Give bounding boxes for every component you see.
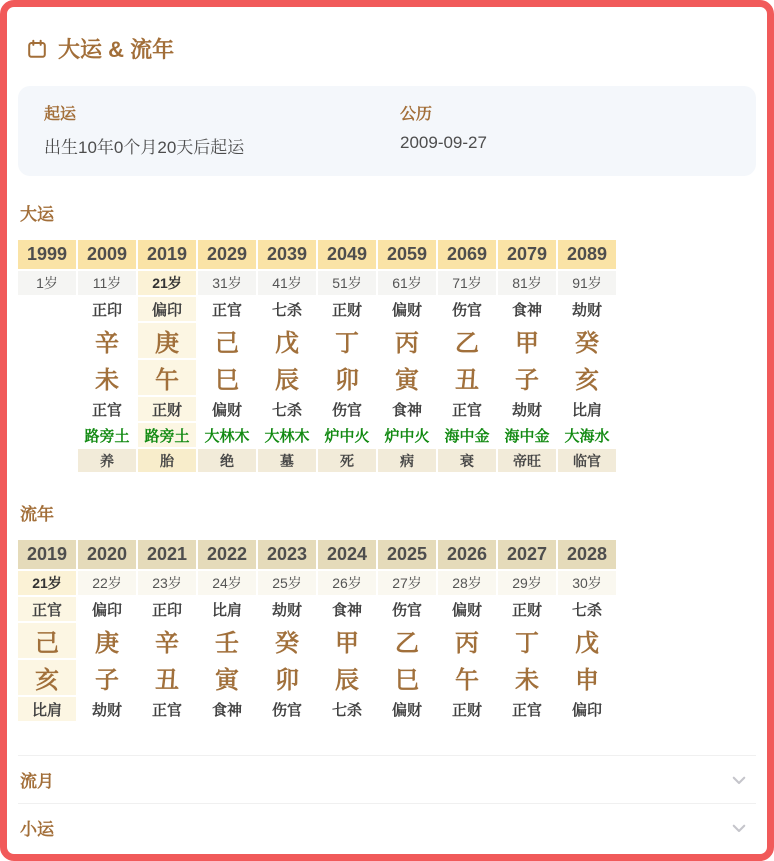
liunian-table <box>16 538 618 723</box>
collapsed-sections <box>18 755 756 851</box>
liunian-shen-bottom-cell: 比肩 <box>18 697 76 721</box>
dayun-nayin-cell: 大林木 <box>198 423 256 447</box>
dayun-age-cell[interactable]: 1岁 <box>18 271 76 295</box>
dayun-branch-cell: 亥 <box>558 360 616 395</box>
dayun-nayin-cell: 路旁土 <box>78 423 136 447</box>
dayun-shen-top-cell: 偏印 <box>138 297 196 321</box>
liunian-row-year <box>18 540 616 569</box>
dayun-age-cell[interactable]: 91岁 <box>558 271 616 295</box>
liunian-shen-top-cell: 七杀 <box>558 597 616 621</box>
dayun-stem-cell: 辛 <box>78 323 136 358</box>
liunian-shen-top-cell: 劫财 <box>258 597 316 621</box>
dayun-shen-bottom-cell: 伤官 <box>318 397 376 421</box>
liunian-branch-cell: 午 <box>438 660 496 695</box>
dayun-branch-cell: 卯 <box>318 360 376 395</box>
dayun-stage-cell: 养 <box>78 449 136 472</box>
dayun-nayin-cell: 路旁土 <box>138 423 196 447</box>
dayun-nayin-cell: 大海水 <box>558 423 616 447</box>
liunian-age-cell[interactable]: 25岁 <box>258 571 316 595</box>
dayun-age-cell[interactable]: 41岁 <box>258 271 316 295</box>
liunian-row-stem <box>18 623 616 658</box>
dayun-stage-cell: 墓 <box>258 449 316 472</box>
panel-header <box>26 33 748 64</box>
liunian-shen-top-cell: 比肩 <box>198 597 256 621</box>
dayun-age-cell[interactable]: 21岁 <box>138 271 196 295</box>
chevron-down-icon[interactable] <box>730 771 748 789</box>
dayun-branch-cell: 巳 <box>198 360 256 395</box>
liunian-year-cell[interactable]: 2023 <box>258 540 316 569</box>
dayun-shen-top-cell: 劫财 <box>558 297 616 321</box>
liunian-shen-bottom-cell: 伤官 <box>258 697 316 721</box>
dayun-stem-cell: 戊 <box>258 323 316 358</box>
qiyun-label: 起运 <box>44 106 77 123</box>
gongli-value: 2009-09-27 <box>400 133 487 152</box>
liunian-branch-cell: 辰 <box>318 660 376 695</box>
start-luck-infobox <box>18 86 756 176</box>
dayun-stage-cell: 临官 <box>558 449 616 472</box>
liunian-year-cell[interactable]: 2026 <box>438 540 496 569</box>
liunian-branch-cell: 申 <box>558 660 616 695</box>
liunian-shen-bottom-cell: 偏财 <box>378 697 436 721</box>
liunian-age-cell[interactable]: 24岁 <box>198 571 256 595</box>
dayun-stem-cell: 乙 <box>438 323 496 358</box>
liunian-shen-bottom-cell: 食神 <box>198 697 256 721</box>
dayun-shen-bottom-cell <box>18 397 76 421</box>
dayun-stage-cell <box>18 449 76 472</box>
liunian-section <box>18 500 756 723</box>
liunian-branch-cell: 寅 <box>198 660 256 695</box>
liunian-shen-bottom-cell: 正财 <box>438 697 496 721</box>
dayun-year-cell[interactable]: 2009 <box>78 240 136 269</box>
liunian-shen-bottom-cell: 正官 <box>138 697 196 721</box>
dayun-section <box>18 200 756 474</box>
liunian-stem-cell: 庚 <box>78 623 136 658</box>
dayun-shen-bottom-cell: 七杀 <box>258 397 316 421</box>
dayun-table <box>16 238 618 474</box>
liunian-branch-cell: 未 <box>498 660 556 695</box>
xiaoyun-expander[interactable] <box>18 803 756 851</box>
dayun-year-cell[interactable]: 2019 <box>138 240 196 269</box>
liunian-stem-cell: 己 <box>18 623 76 658</box>
liunian-age-cell[interactable]: 27岁 <box>378 571 436 595</box>
liunian-branch-cell: 巳 <box>378 660 436 695</box>
liunian-age-cell[interactable]: 29岁 <box>498 571 556 595</box>
dayun-shen-top-cell: 伤官 <box>438 297 496 321</box>
dayun-age-cell[interactable]: 61岁 <box>378 271 436 295</box>
dayun-nayin-cell: 炉中火 <box>318 423 376 447</box>
dayun-nayin-cell: 大林木 <box>258 423 316 447</box>
dayun-stage-cell: 衰 <box>438 449 496 472</box>
dayun-branch-cell: 丑 <box>438 360 496 395</box>
liunian-branch-cell: 亥 <box>18 660 76 695</box>
dayun-shen-top-cell: 正官 <box>198 297 256 321</box>
dayun-row-nayin <box>18 423 616 447</box>
dayun-heading: 大运 <box>20 205 54 224</box>
dayun-shen-bottom-cell: 正官 <box>78 397 136 421</box>
liunian-year-cell[interactable]: 2021 <box>138 540 196 569</box>
liunian-shen-top-cell: 正印 <box>138 597 196 621</box>
liunian-row-age <box>18 571 616 595</box>
liunian-year-cell[interactable]: 2020 <box>78 540 136 569</box>
liunian-age-cell[interactable]: 22岁 <box>78 571 136 595</box>
dayun-shen-top-cell: 正印 <box>78 297 136 321</box>
dayun-nayin-cell <box>18 423 76 447</box>
dayun-shen-bottom-cell: 偏财 <box>198 397 256 421</box>
dayun-year-cell[interactable]: 2039 <box>258 240 316 269</box>
dayun-row-shen-bottom <box>18 397 616 421</box>
dayun-row-stem <box>18 323 616 358</box>
liunian-shen-bottom-cell: 劫财 <box>78 697 136 721</box>
dayun-year-cell[interactable]: 2069 <box>438 240 496 269</box>
dayun-stage-cell: 帝旺 <box>498 449 556 472</box>
dayun-stage-cell: 病 <box>378 449 436 472</box>
liunian-shen-top-cell: 正财 <box>498 597 556 621</box>
liunian-age-cell[interactable]: 23岁 <box>138 571 196 595</box>
liunian-year-cell[interactable]: 2019 <box>18 540 76 569</box>
dayun-row-branch <box>18 360 616 395</box>
dayun-branch-cell: 寅 <box>378 360 436 395</box>
liunian-stem-cell: 丁 <box>498 623 556 658</box>
liunian-stem-cell: 丙 <box>438 623 496 658</box>
dayun-age-cell[interactable]: 11岁 <box>78 271 136 295</box>
dayun-age-cell[interactable]: 51岁 <box>318 271 376 295</box>
liunian-stem-cell: 辛 <box>138 623 196 658</box>
dayun-branch-cell: 未 <box>78 360 136 395</box>
dayun-shen-bottom-cell: 正官 <box>438 397 496 421</box>
liunian-shen-top-cell: 正官 <box>18 597 76 621</box>
liunian-row-branch <box>18 660 616 695</box>
dayun-stem-cell: 丙 <box>378 323 436 358</box>
dayun-branch-cell: 午 <box>138 360 196 395</box>
liunian-shen-bottom-cell: 偏印 <box>558 697 616 721</box>
dayun-shen-top-cell: 食神 <box>498 297 556 321</box>
dayun-stem-cell: 甲 <box>498 323 556 358</box>
dayun-age-cell[interactable]: 31岁 <box>198 271 256 295</box>
liunian-age-cell[interactable]: 26岁 <box>318 571 376 595</box>
liunian-shen-top-cell: 伤官 <box>378 597 436 621</box>
liunian-stem-cell: 戊 <box>558 623 616 658</box>
gongli-info <box>400 101 487 158</box>
liunian-age-cell[interactable]: 21岁 <box>18 571 76 595</box>
dayun-year-cell[interactable]: 2029 <box>198 240 256 269</box>
liunian-branch-cell: 丑 <box>138 660 196 695</box>
dayun-year-cell[interactable]: 2089 <box>558 240 616 269</box>
liunian-shen-top-cell: 偏财 <box>438 597 496 621</box>
xiaoyun-label: 小运 <box>20 820 54 839</box>
liunian-stem-cell: 癸 <box>258 623 316 658</box>
dayun-row-shen-top <box>18 297 616 321</box>
dayun-shen-bottom-cell: 比肩 <box>558 397 616 421</box>
dayun-stem-cell: 己 <box>198 323 256 358</box>
qiyun-value: 出生10年0个月20天后起运 <box>44 138 245 157</box>
dayun-branch-cell: 辰 <box>258 360 316 395</box>
dayun-nayin-cell: 炉中火 <box>378 423 436 447</box>
dayun-branch-cell: 子 <box>498 360 556 395</box>
dayun-stage-cell: 胎 <box>138 449 196 472</box>
dayun-shen-top-cell: 偏财 <box>378 297 436 321</box>
liunian-year-cell[interactable]: 2025 <box>378 540 436 569</box>
liunian-heading: 流年 <box>20 505 54 524</box>
dayun-year-cell[interactable]: 2049 <box>318 240 376 269</box>
dayun-nayin-cell: 海中金 <box>438 423 496 447</box>
liunian-row-shen-top <box>18 597 616 621</box>
dayun-shen-top-cell <box>18 297 76 321</box>
liunian-age-cell[interactable]: 30岁 <box>558 571 616 595</box>
liunian-shen-bottom-cell: 正官 <box>498 697 556 721</box>
dayun-stem-cell: 丁 <box>318 323 376 358</box>
dayun-shen-bottom-cell: 正财 <box>138 397 196 421</box>
dayun-shen-bottom-cell: 食神 <box>378 397 436 421</box>
calendar-icon <box>26 38 48 60</box>
dayun-age-cell[interactable]: 71岁 <box>438 271 496 295</box>
liunian-stem-cell: 甲 <box>318 623 376 658</box>
dayun-row-year <box>18 240 616 269</box>
liunian-shen-top-cell: 偏印 <box>78 597 136 621</box>
liunian-shen-bottom-cell: 七杀 <box>318 697 376 721</box>
dayun-year-cell[interactable]: 2079 <box>498 240 556 269</box>
dayun-stem-cell: 癸 <box>558 323 616 358</box>
liuyue-expander[interactable] <box>18 755 756 803</box>
panel-title: 大运 & 流年 <box>58 37 175 62</box>
dayun-stem-cell: 庚 <box>138 323 196 358</box>
dayun-stage-cell: 死 <box>318 449 376 472</box>
liunian-year-cell[interactable]: 2022 <box>198 540 256 569</box>
dayun-year-cell[interactable]: 1999 <box>18 240 76 269</box>
chevron-down-icon[interactable] <box>730 819 748 837</box>
dayun-row-age <box>18 271 616 295</box>
dayun-branch-cell <box>18 360 76 395</box>
liunian-branch-cell: 子 <box>78 660 136 695</box>
liunian-year-cell[interactable]: 2027 <box>498 540 556 569</box>
liunian-row-shen-bottom <box>18 697 616 721</box>
dayun-shen-top-cell: 七杀 <box>258 297 316 321</box>
dayun-stage-cell: 绝 <box>198 449 256 472</box>
dayun-age-cell[interactable]: 81岁 <box>498 271 556 295</box>
gongli-label: 公历 <box>400 106 433 123</box>
liunian-stem-cell: 乙 <box>378 623 436 658</box>
liunian-shen-top-cell: 食神 <box>318 597 376 621</box>
liunian-branch-cell: 卯 <box>258 660 316 695</box>
liunian-age-cell[interactable]: 28岁 <box>438 571 496 595</box>
dayun-shen-bottom-cell: 劫财 <box>498 397 556 421</box>
liuyue-label: 流月 <box>20 772 54 791</box>
liunian-year-cell[interactable]: 2028 <box>558 540 616 569</box>
qiyun-info <box>44 101 400 158</box>
dayun-year-cell[interactable]: 2059 <box>378 240 436 269</box>
dayun-row-stage <box>18 449 616 472</box>
dayun-nayin-cell: 海中金 <box>498 423 556 447</box>
liunian-stem-cell: 壬 <box>198 623 256 658</box>
dayun-stem-cell <box>18 323 76 358</box>
liunian-year-cell[interactable]: 2024 <box>318 540 376 569</box>
dayun-shen-top-cell: 正财 <box>318 297 376 321</box>
